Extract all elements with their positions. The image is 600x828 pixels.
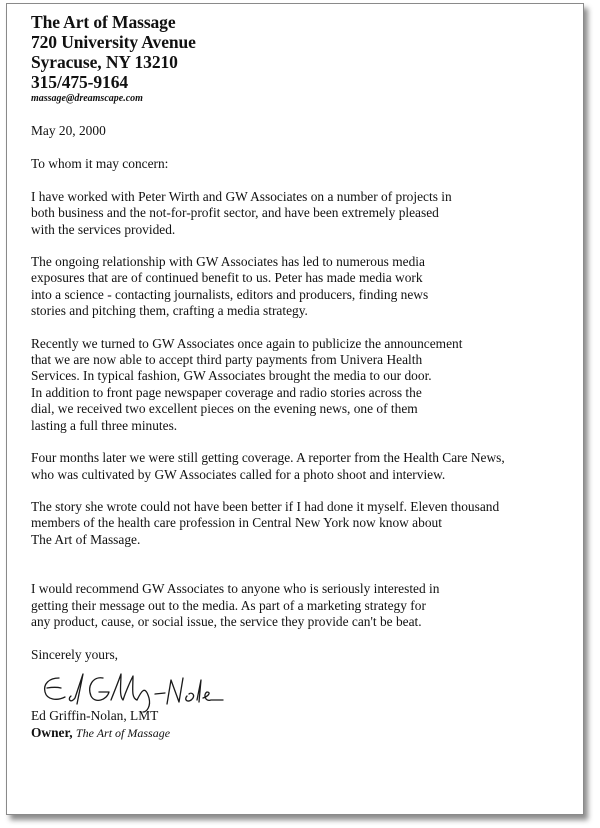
salutation: To whom it may concern: <box>31 156 169 172</box>
letter-page <box>6 3 584 815</box>
letterhead-name: The Art of Massage <box>31 12 176 32</box>
signer-name: Ed Griffin-Nolan, LMT <box>31 707 159 723</box>
body-paragraph: The ongoing relationship with GW Associates has led to numerous media exposures that are of continued benefit to us. Peter has made media work into a science - contacting journalists, editors and producers, finding news stories and pitching them, crafting a media strategy. <box>31 254 429 319</box>
signer-organization: The Art of Massage <box>75 726 171 741</box>
letterhead <box>31 12 571 106</box>
letter-date: May 20, 2000 <box>31 123 106 138</box>
signer-role: Owner, <box>31 725 73 741</box>
signer-title <box>31 724 571 742</box>
letterhead-street: 720 University Avenue <box>31 32 196 52</box>
body-paragraph: The story she wrote could not have been better if I had done it myself. Eleven thousand members of the health care profession in Central New York now know about The Art of Massage. <box>31 498 500 547</box>
body-paragraph: Four months later we were still getting coverage. A reporter from the Health Care News, who was cultivated by GW Associates called for a photo shoot and interview. <box>31 450 505 482</box>
closing: Sincerely yours, <box>31 647 119 663</box>
body-paragraph: I would recommend GW Associates to anyone who is seriously interested in getting their message out to the media. As part of a marketing strategy for any product, cause, or social issue, the service they provide can't be beat. <box>31 581 440 629</box>
letterhead-email: massage@dreamscape.com <box>31 93 143 104</box>
body-paragraph: I have worked with Peter Wirth and GW Associates on a number of projects in both business and the not-for-profit sector, and have been extremely pleased with the services provided. <box>31 188 452 237</box>
letterhead-city: Syracuse, NY 13210 <box>31 52 178 72</box>
letterhead-phone: 315/475-9164 <box>31 72 128 92</box>
letter-content <box>31 12 571 742</box>
body-paragraph: Recently we turned to GW Associates once again to publicize the announcement that we are now able to accept third party payments from Univera Health Services. In typical fashion, GW Associates brought the media to our door. In addition to front page newspaper coverage and radio stories across the dial, we received two excellent pieces on the evening news, one of them lasting a full three minutes. <box>31 335 463 433</box>
